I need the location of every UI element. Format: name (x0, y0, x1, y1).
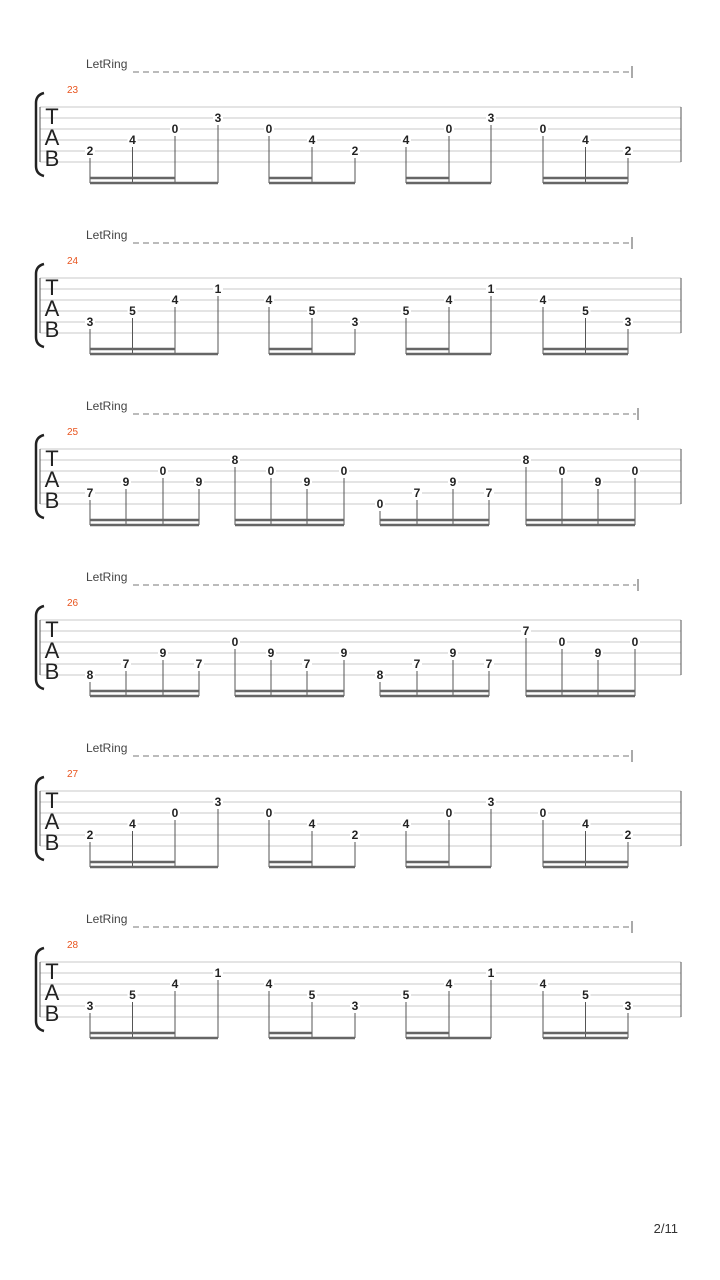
fret-number: 9 (449, 646, 457, 660)
measure-number: 26 (67, 598, 79, 609)
fret-number: 4 (582, 817, 589, 831)
tab-letter: T (45, 275, 59, 300)
fret-number: 5 (402, 988, 410, 1002)
tab-system (36, 399, 681, 525)
fret-number: 5 (308, 304, 316, 318)
fret-number: 3 (487, 111, 495, 125)
tab-letter: T (45, 104, 59, 129)
fret-number: 7 (303, 657, 311, 671)
fret-number: 7 (485, 657, 493, 671)
fret-number: 4 (445, 293, 453, 307)
fret-number: 0 (265, 806, 273, 820)
fret-number: 0 (539, 122, 547, 136)
fret-number: 2 (624, 828, 632, 842)
fret-number: 8 (231, 453, 239, 467)
tab-letter: B (44, 146, 60, 171)
tab-letter: A (44, 296, 60, 321)
fret-number: 4 (402, 133, 410, 147)
fret-number: 0 (340, 464, 348, 478)
fret-number: 1 (487, 282, 495, 296)
fret-number: 1 (214, 282, 222, 296)
fret-number: 3 (351, 999, 359, 1013)
tab-letter: B (44, 1001, 60, 1026)
fret-number: 8 (522, 453, 530, 467)
tab-letter: A (44, 809, 60, 834)
fret-number: 9 (340, 646, 348, 660)
fret-number: 3 (624, 999, 632, 1013)
tab-system (36, 912, 681, 1038)
fret-number: 0 (159, 464, 167, 478)
fret-number: 7 (413, 486, 421, 500)
fret-number: 4 (308, 133, 316, 147)
tab-system (36, 570, 681, 696)
tab-letter: A (44, 467, 60, 492)
fret-number: 0 (631, 635, 639, 649)
tab-system (36, 228, 681, 354)
fret-number: 3 (351, 315, 359, 329)
fret-number: 5 (582, 988, 589, 1002)
tab-letter: A (44, 980, 60, 1005)
fret-number: 9 (303, 475, 311, 489)
tab-letter: B (44, 488, 60, 513)
fret-number: 2 (351, 828, 359, 842)
letring-label: LetRing (86, 228, 128, 242)
page-number: 2/11 (653, 1221, 678, 1236)
fret-number: 4 (308, 817, 316, 831)
fret-number: 2 (86, 828, 94, 842)
fret-number: 7 (86, 486, 94, 500)
letring-label: LetRing (86, 57, 128, 71)
fret-number: 3 (487, 795, 495, 809)
fret-number: 1 (487, 966, 495, 980)
fret-number: 9 (195, 475, 203, 489)
fret-number: 3 (86, 315, 94, 329)
fret-number: 4 (582, 133, 589, 147)
fret-number: 0 (445, 122, 453, 136)
fret-number: 4 (402, 817, 410, 831)
tab-letter: A (44, 638, 60, 663)
tab-letter: A (44, 125, 60, 150)
fret-number: 4 (539, 293, 547, 307)
fret-number: 0 (171, 806, 179, 820)
fret-number: 7 (522, 624, 530, 638)
fret-number: 4 (171, 977, 179, 991)
fret-number: 9 (122, 475, 130, 489)
fret-number: 4 (265, 293, 273, 307)
tab-letter: B (44, 830, 60, 855)
fret-number: 0 (376, 497, 384, 511)
tab-system (36, 741, 681, 867)
tab-letter: B (44, 659, 60, 684)
fret-number: 4 (445, 977, 453, 991)
tab-letter: T (45, 788, 59, 813)
fret-number: 0 (558, 635, 566, 649)
tab-letter: T (45, 959, 59, 984)
fret-number: 0 (558, 464, 566, 478)
tab-letter: B (44, 317, 60, 342)
measure-number: 27 (67, 769, 79, 780)
fret-number: 4 (129, 817, 136, 831)
tab-letter: T (45, 617, 59, 642)
letring-label: LetRing (86, 741, 128, 755)
fret-number: 8 (86, 668, 94, 682)
fret-number: 7 (195, 657, 203, 671)
fret-number: 0 (171, 122, 179, 136)
measure-number: 24 (67, 256, 79, 267)
fret-number: 0 (267, 464, 275, 478)
fret-number: 4 (265, 977, 273, 991)
fret-number: 3 (624, 315, 632, 329)
fret-number: 3 (214, 111, 222, 125)
fret-number: 5 (308, 988, 316, 1002)
fret-number: 3 (214, 795, 222, 809)
fret-number: 5 (582, 304, 589, 318)
fret-number: 0 (539, 806, 547, 820)
fret-number: 2 (351, 144, 359, 158)
fret-number: 1 (214, 966, 222, 980)
fret-number: 4 (129, 133, 136, 147)
fret-number: 5 (129, 988, 136, 1002)
fret-number: 9 (267, 646, 275, 660)
fret-number: 0 (265, 122, 273, 136)
fret-number: 7 (413, 657, 421, 671)
letring-label: LetRing (86, 399, 128, 413)
fret-number: 5 (129, 304, 136, 318)
measure-number: 28 (67, 940, 79, 951)
fret-number: 0 (445, 806, 453, 820)
tab-system (36, 57, 681, 183)
fret-number: 7 (122, 657, 130, 671)
measure-number: 25 (67, 427, 79, 438)
fret-number: 3 (86, 999, 94, 1013)
measure-number: 23 (67, 85, 79, 96)
fret-number: 4 (171, 293, 179, 307)
fret-number: 2 (86, 144, 94, 158)
tab-letter: T (45, 446, 59, 471)
fret-number: 0 (631, 464, 639, 478)
fret-number: 8 (376, 668, 384, 682)
letring-label: LetRing (86, 570, 128, 584)
fret-number: 2 (624, 144, 632, 158)
fret-number: 5 (402, 304, 410, 318)
letring-label: LetRing (86, 912, 128, 926)
fret-number: 0 (231, 635, 239, 649)
fret-number: 9 (594, 475, 602, 489)
fret-number: 9 (449, 475, 457, 489)
fret-number: 9 (594, 646, 602, 660)
fret-number: 9 (159, 646, 167, 660)
fret-number: 7 (485, 486, 493, 500)
fret-number: 4 (539, 977, 547, 991)
